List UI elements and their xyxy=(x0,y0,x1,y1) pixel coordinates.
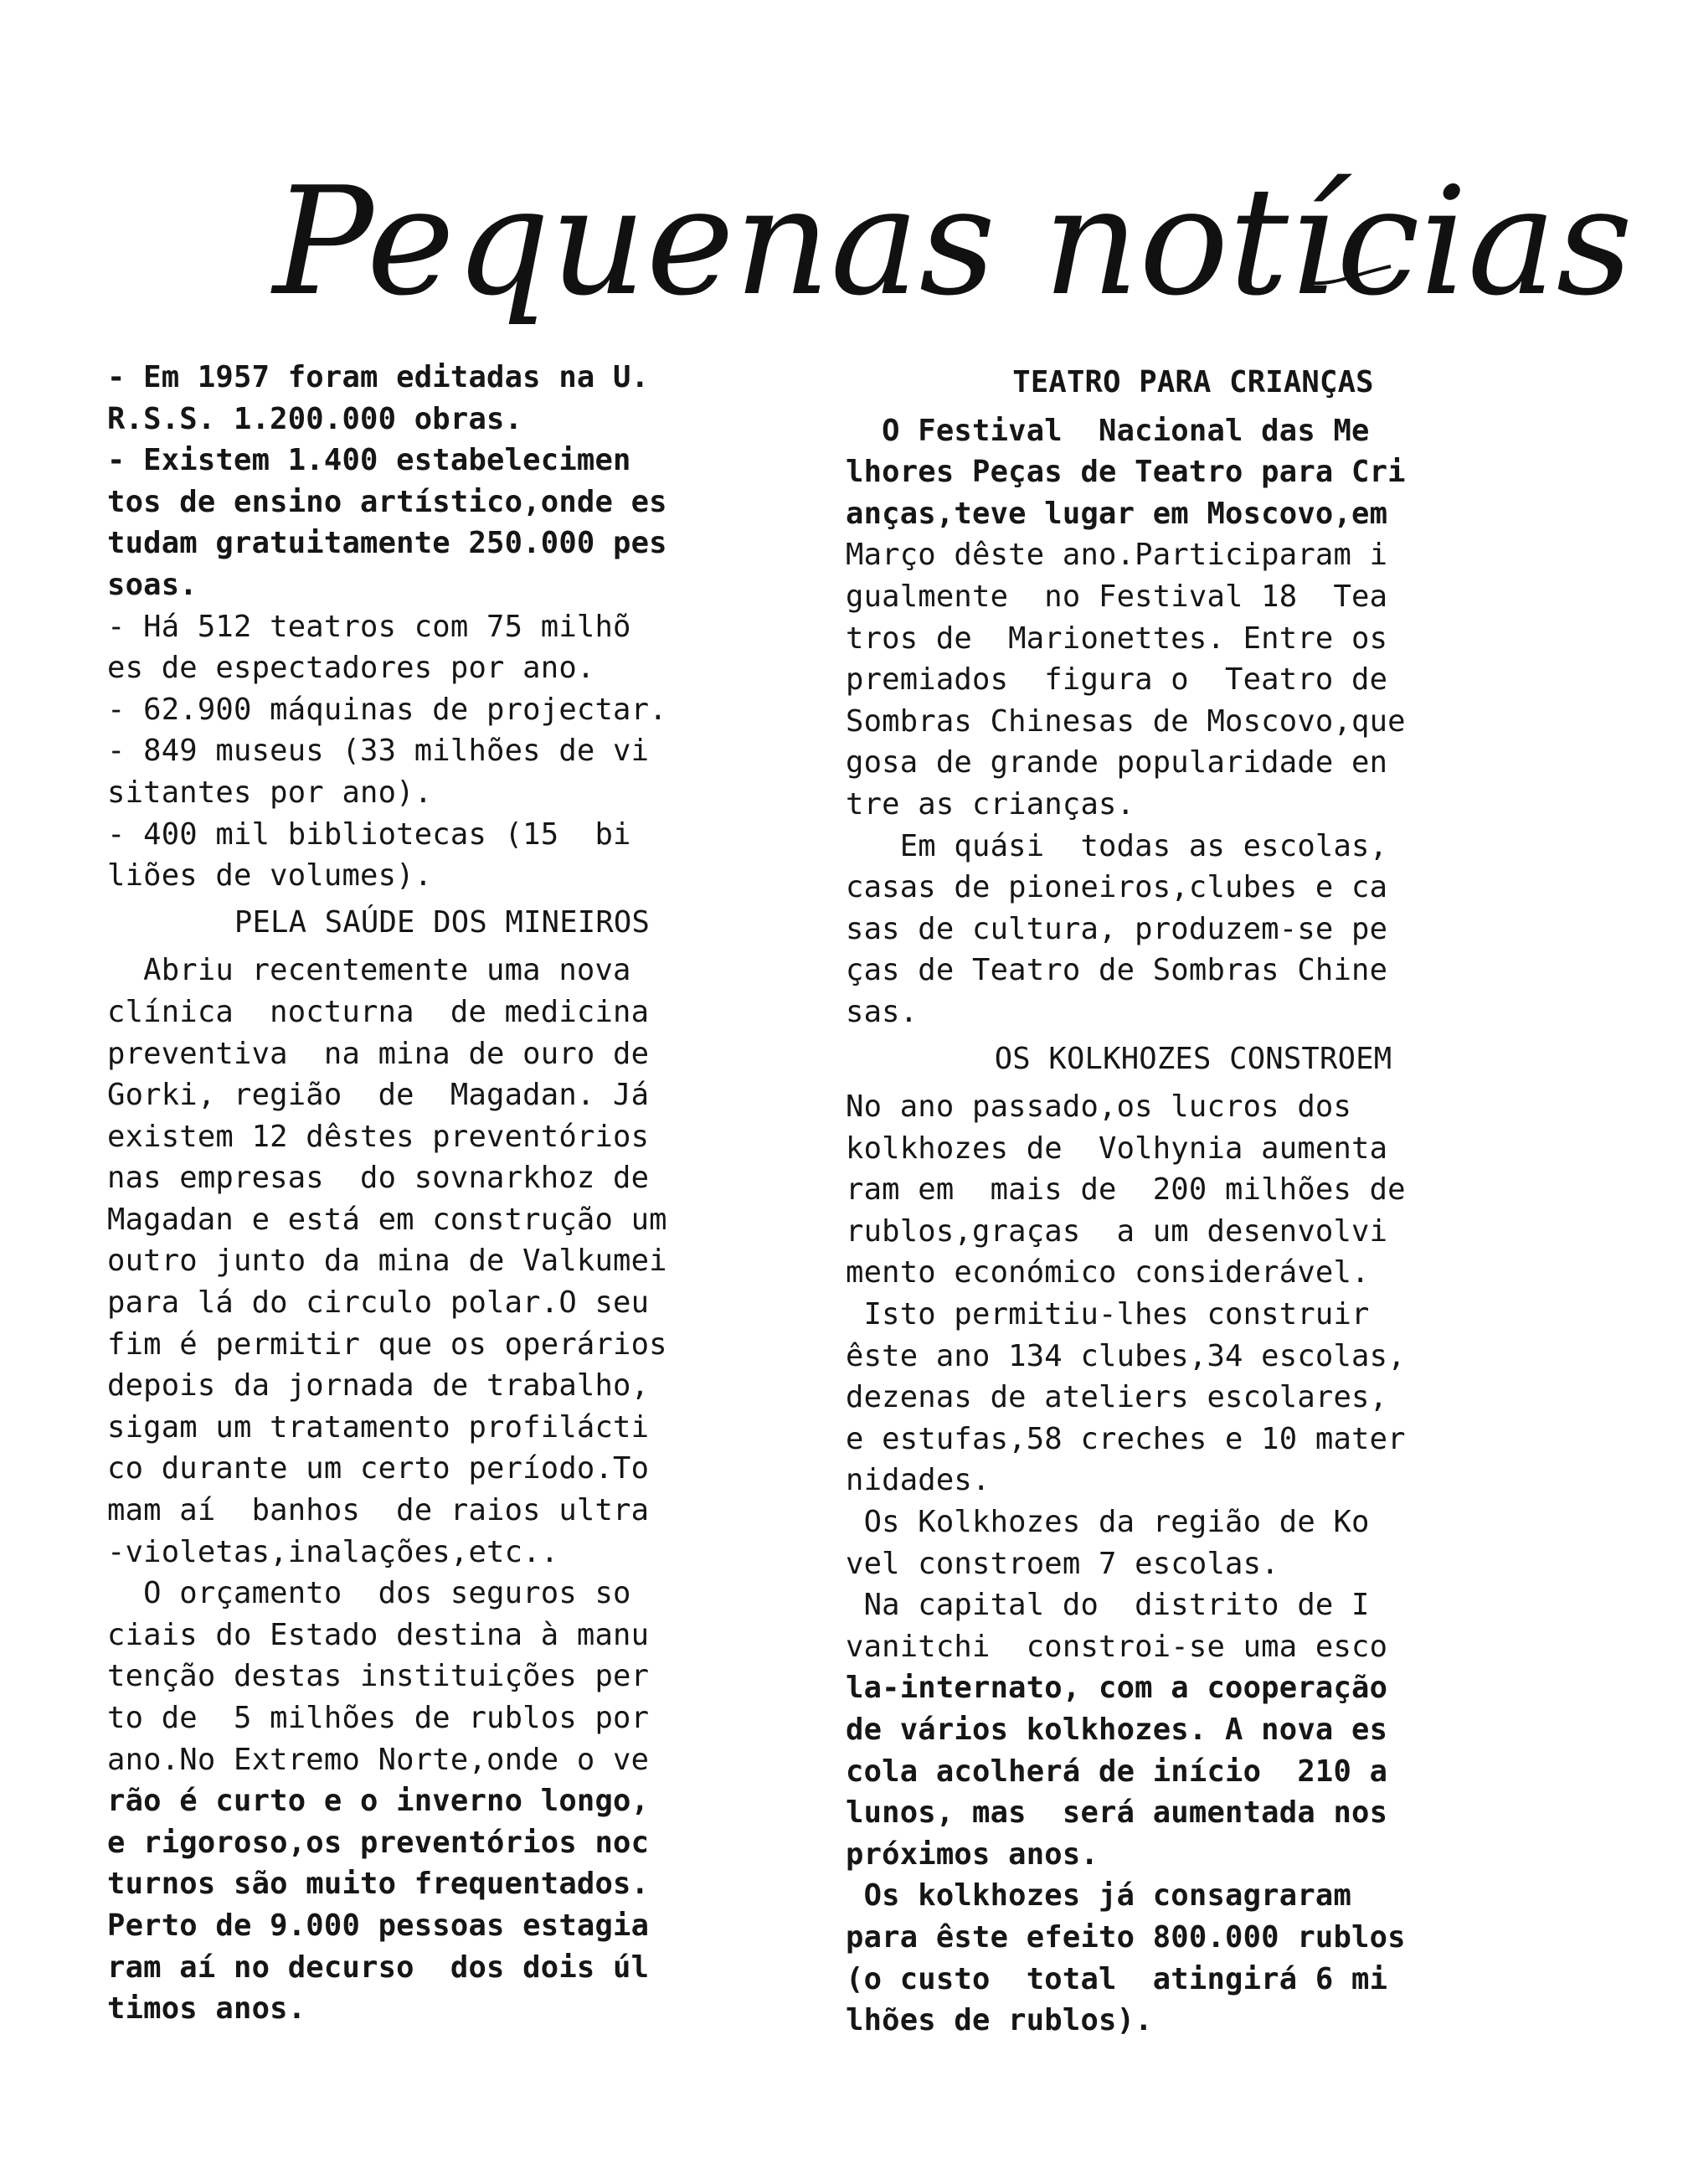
article-line: tenção destas instituições per xyxy=(107,1659,650,1694)
article-kolkhozes xyxy=(846,1086,1541,2042)
article-line: turnos são muito frequentados. xyxy=(107,1867,650,1902)
article-line: premiados figura o Teatro de xyxy=(846,662,1388,698)
title-text: Pequenas notícias xyxy=(273,155,1634,328)
article-line: No ano passado,os lucros dos xyxy=(846,1089,1352,1125)
article-line: existem 12 dêstes preventórios xyxy=(107,1119,650,1154)
intro-line: tudam gratuitamente 250.000 pes xyxy=(107,526,667,561)
article-line: gosa de grande popularidade en xyxy=(846,745,1388,780)
left-column xyxy=(107,357,777,2030)
article-line: vel constroem 7 escolas. xyxy=(846,1546,1279,1581)
article-line: lhores Peças de Teatro para Cri xyxy=(846,455,1406,490)
article-line: rublos,graças a um desenvolvi xyxy=(846,1213,1388,1249)
article-line: outro junto da mina de Valkumei xyxy=(107,1244,667,1279)
page-title xyxy=(265,155,1634,352)
intro-line: - Há 512 teatros com 75 milhõ xyxy=(107,609,631,644)
article-line: co durante um certo período.To xyxy=(107,1451,650,1486)
article-line: vanitchi constroi-se uma esco xyxy=(846,1629,1388,1664)
article-line: rão é curto e o inverno longo, xyxy=(107,1784,650,1819)
article-line: (o custo total atingirá 6 mi xyxy=(846,1961,1388,1996)
article-line: la-internato, com a cooperação xyxy=(846,1671,1388,1706)
article-line: Na capital do distrito de I xyxy=(846,1588,1370,1623)
article-line: -violetas,inalações,etc.. xyxy=(107,1534,559,1569)
intro-list-regular xyxy=(107,606,777,897)
section-heading-mineiros: PELA SAÚDE DOS MINEIROS xyxy=(234,904,651,940)
intro-line: - Em 1957 foram editadas na U. xyxy=(107,360,650,394)
article-line: anças,teve lugar em Moscovo,em xyxy=(846,496,1388,531)
article-line: nas empresas do sovnarkhoz de xyxy=(107,1161,650,1196)
article-line: ciais do Estado destina à manu xyxy=(107,1617,650,1652)
article-line: lunos, mas será aumentada nos xyxy=(846,1795,1388,1831)
article-line: e rigoroso,os preventórios noc xyxy=(107,1825,650,1860)
article-line: casas de pioneiros,clubes e ca xyxy=(846,870,1388,905)
article-line: Magadan e está em construção um xyxy=(107,1202,667,1237)
intro-line: - 400 mil bibliotecas (15 bi xyxy=(107,816,631,852)
article-line: Isto permitiu-lhes construir xyxy=(846,1297,1370,1332)
intro-line: tos de ensino artístico,onde es xyxy=(107,484,667,519)
article-line: Sombras Chinesas de Moscovo,que xyxy=(846,703,1406,739)
article-line: sigam um tratamento profilácti xyxy=(107,1409,650,1445)
article-line: fim é permitir que os operários xyxy=(107,1326,667,1362)
article-line: para êste efeito 800.000 rublos xyxy=(846,1919,1406,1955)
article-line: O Festival Nacional das Me xyxy=(846,413,1370,448)
article-line: Em quási todas as escolas, xyxy=(846,828,1388,863)
article-line: timos anos. xyxy=(107,1991,306,2027)
article-line: Gorki, região de Magadan. Já xyxy=(107,1078,650,1113)
intro-line: liões de volumes). xyxy=(107,858,433,894)
section-heading-teatro: TEATRO PARA CRIANÇAS xyxy=(1012,365,1374,399)
intro-line: soas. xyxy=(107,567,198,602)
article-line: tros de Marionettes. Entre os xyxy=(846,621,1388,656)
article-line: depois da jornada de trabalho, xyxy=(107,1368,650,1404)
article-line: Perto de 9.000 pessoas estagia xyxy=(107,1908,650,1943)
article-line: ças de Teatro de Sombras Chine xyxy=(846,953,1388,988)
intro-line: - 62.900 máquinas de projectar. xyxy=(107,692,667,727)
right-column xyxy=(846,357,1541,2042)
article-line: próximos anos. xyxy=(846,1836,1099,1872)
article-line: e estufas,58 creches e 10 mater xyxy=(846,1421,1406,1456)
article-line: clínica nocturna de medicina xyxy=(107,994,650,1029)
intro-line: R.S.S. 1.200.000 obras. xyxy=(107,401,523,436)
article-line: ano.No Extremo Norte,onde o ve xyxy=(107,1742,650,1777)
article-line: mam aí banhos de raios ultra xyxy=(107,1493,650,1528)
article-line: tre as crianças. xyxy=(846,786,1135,822)
title-script xyxy=(265,155,1634,352)
article-line: ram aí no decurso dos dois úl xyxy=(107,1950,650,1985)
article-line: kolkhozes de Volhynia aumenta xyxy=(846,1131,1388,1166)
article-line: mento económico considerável. xyxy=(846,1255,1370,1290)
intro-line: - Existem 1.400 estabelecimen xyxy=(107,443,631,478)
article-line: êste ano 134 clubes,34 escolas, xyxy=(846,1338,1406,1373)
article-line: Os Kolkhozes da região de Ko xyxy=(846,1505,1370,1540)
article-line: Abriu recentemente uma nova xyxy=(107,953,631,988)
intro-line: sitantes por ano). xyxy=(107,775,433,810)
article-line: nidades. xyxy=(846,1463,991,1498)
intro-list xyxy=(107,357,777,606)
article-line: lhões de rublos). xyxy=(846,2003,1153,2038)
article-line: preventiva na mina de ouro de xyxy=(107,1036,650,1071)
article-mineiros xyxy=(107,950,777,2029)
article-line: dezenas de ateliers escolares, xyxy=(846,1380,1388,1415)
article-line: to de 5 milhões de rublos por xyxy=(107,1701,650,1735)
article-line: ram em mais de 200 milhões de xyxy=(846,1172,1406,1208)
article-line: de vários kolkhozes. A nova es xyxy=(846,1713,1388,1747)
article-line: sas de cultura, produzem-se pe xyxy=(846,911,1388,946)
article-line: gualmente no Festival 18 Tea xyxy=(846,579,1388,614)
article-line: cola acolherá de início 210 a xyxy=(846,1754,1388,1789)
section-heading-kolkhozes: OS KOLKHOZES CONSTROEM xyxy=(994,1041,1392,1076)
intro-line: es de espectadores por ano. xyxy=(107,651,595,686)
article-line: O orçamento dos seguros so xyxy=(107,1576,631,1611)
article-teatro xyxy=(846,410,1541,1033)
article-line: para lá do circulo polar.O seu xyxy=(107,1285,650,1321)
article-line: sas. xyxy=(846,994,919,1029)
article-line: Março dêste ano.Participaram i xyxy=(846,538,1388,573)
article-line: Os kolkhozes já consagraram xyxy=(846,1878,1352,1914)
intro-line: - 849 museus (33 milhões de vi xyxy=(107,734,650,769)
